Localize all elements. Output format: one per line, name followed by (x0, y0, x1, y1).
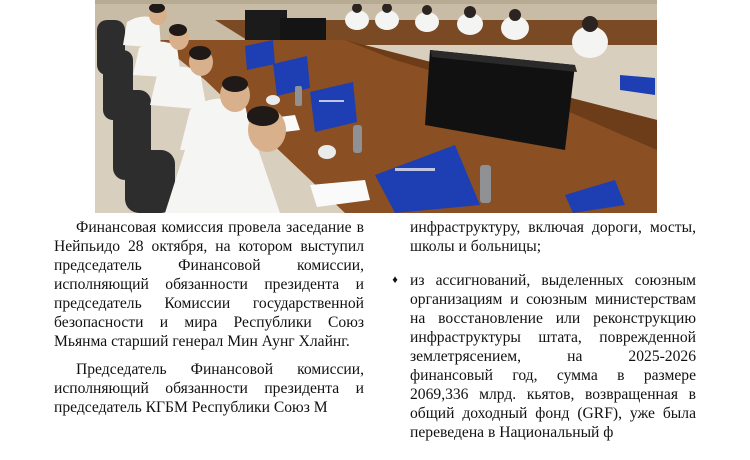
bullet-item (388, 271, 696, 442)
article-left-column (54, 218, 364, 417)
meeting-photo (95, 0, 657, 213)
bullet-continuation: инфраструктуру, включая дороги, мосты, школы и больницы; (410, 219, 696, 255)
article-right-column (388, 218, 696, 442)
bullet-text: из ассигнований, выделенных союзным организациям и союзным министерствам на восстановление или реконструкцию инфраструктуры штата, поврежденной землетрясением, на 2025-2026 финансовый год, сумма в размере 2069,336 млрд. кьятов, возвращенная в общий доходный фонд (GRF), уже была переведена в Национальный ф (410, 272, 696, 441)
article-paragraph: Финансовая комиссия провела заседание в Нейпьидо 28 октября, на котором выступил председатель Финансовой комиссии, исполняющий обязанности президента и председатель Комиссии государственной безопасности и мира Республики Союз Мьянма старший генерал Мин Аунг Хлайнг. (54, 219, 364, 350)
diamond-bullet-icon: ♦ (392, 274, 398, 286)
article-paragraph: Председатель Финансовой комиссии, исполняющий обязанности президента и председатель КГБМ Республики Союз М (54, 361, 364, 416)
